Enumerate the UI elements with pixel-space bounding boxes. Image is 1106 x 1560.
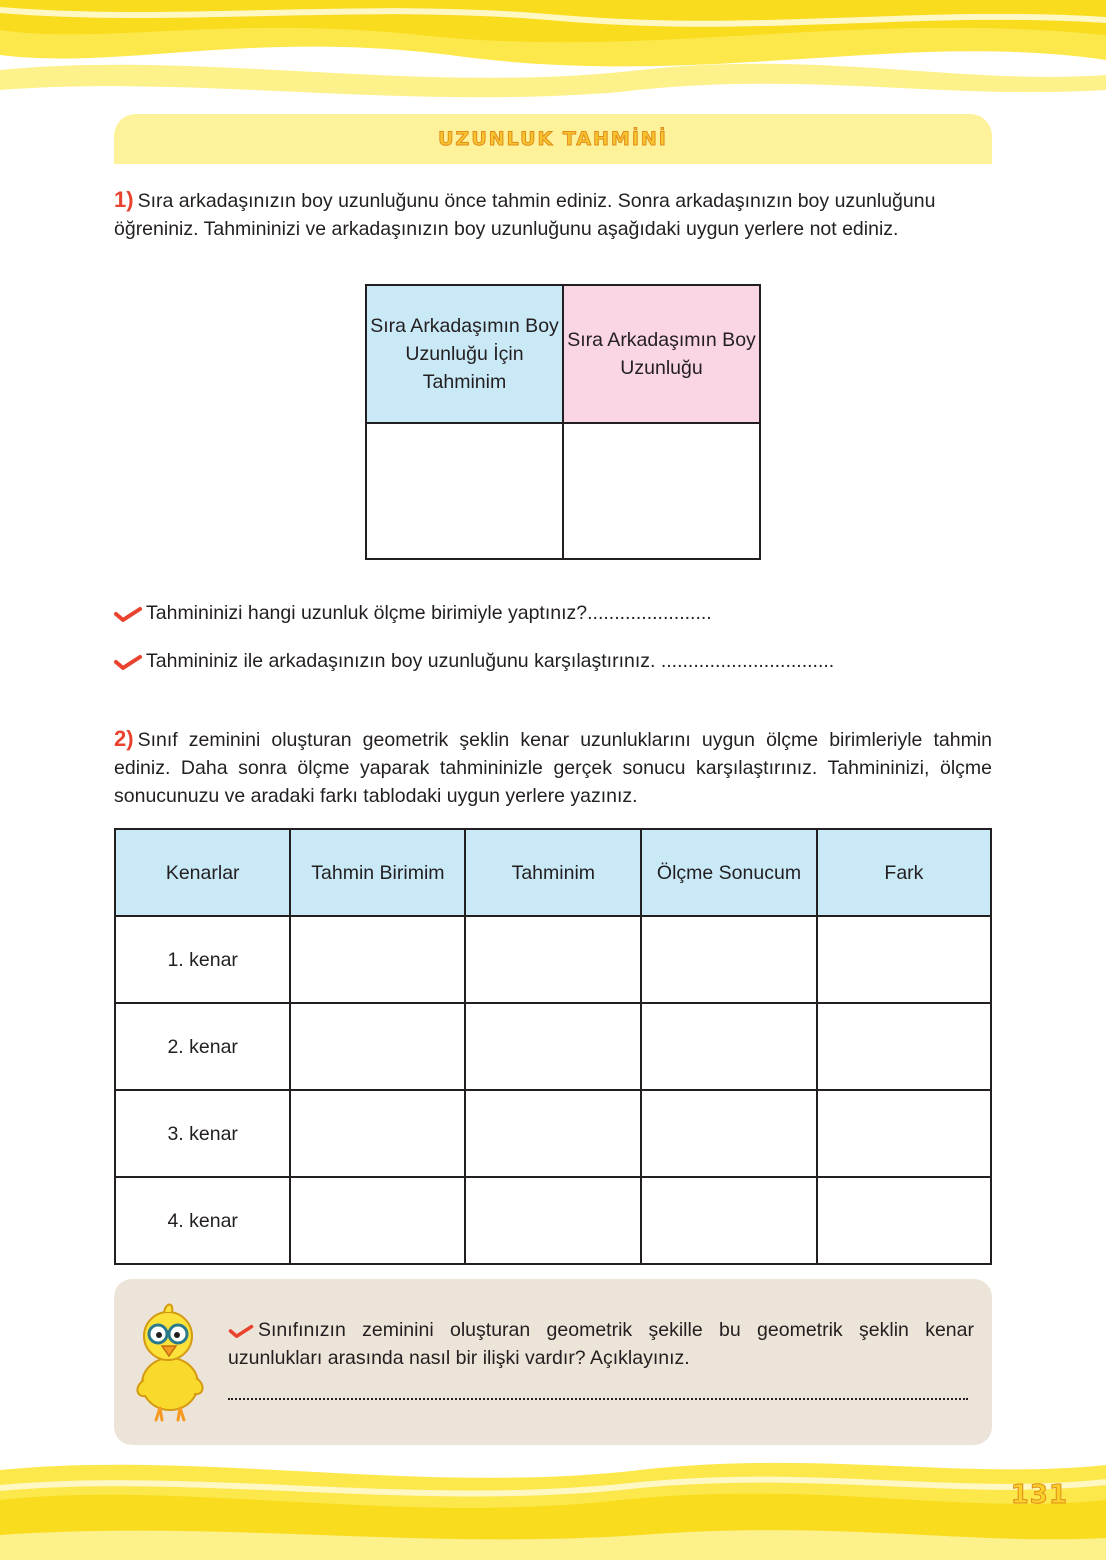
answer-cell[interactable]	[465, 1177, 641, 1264]
answer-cell[interactable]	[641, 1177, 817, 1264]
answer-cell[interactable]	[817, 1003, 991, 1090]
row-label: 2. kenar	[115, 1003, 290, 1090]
question-2-text: Sınıf zeminini oluşturan geometrik şeklin kenar uzunluklarını uygun ölçme birimleriyle tahmin ediniz. Daha sonra ölçme yaparak tahmininizle gerçek sonucu karşılaştırınız. Tahmininizi, ölçme sonucunuzu ve aradaki farkı tablodaki uygun yerlere yazınız.	[114, 729, 992, 807]
reflection-question-text: Sınıfınızın zeminini oluşturan geometrik şekille bu geometrik şeklin kenar uzunlukları arasında nasıl bir ilişki vardır? Açıklayınız.	[228, 1319, 974, 1369]
estimate-header-cell: Sıra Arkadaşımın Boy Uzunluğu İçin Tahminim	[366, 285, 563, 423]
col-header-tahmin-birimim: Tahmin Birimim	[290, 829, 465, 916]
side-measurement-table	[114, 828, 992, 1265]
answer-cell[interactable]	[290, 1177, 465, 1264]
col-header-fark: Fark	[817, 829, 991, 916]
table-row	[115, 1090, 991, 1177]
answer-cell[interactable]	[641, 1090, 817, 1177]
top-wave-decoration	[0, 0, 1106, 110]
col-header-olcme-sonucum: Ölçme Sonucum	[641, 829, 817, 916]
answer-cell[interactable]	[817, 1090, 991, 1177]
answer-cell[interactable]	[290, 1003, 465, 1090]
page-number: 131	[1010, 1480, 1068, 1510]
check-question-compare-text: Tahmininiz ile arkadaşınızın boy uzunluğunu karşılaştırınız. ................................	[146, 650, 835, 672]
table-row	[115, 916, 991, 1003]
answer-cell[interactable]	[290, 916, 465, 1003]
title-banner	[114, 114, 992, 164]
question-2	[114, 725, 992, 810]
answer-cell[interactable]	[641, 1003, 817, 1090]
checkmark-icon	[114, 606, 142, 622]
col-header-tahminim: Tahminim	[465, 829, 641, 916]
checkmark-icon	[228, 1324, 254, 1338]
check-question-compare	[114, 650, 834, 673]
reflection-question	[228, 1316, 974, 1372]
check-question-unit	[114, 602, 712, 625]
question-2-number: 2)	[114, 726, 134, 751]
answer-cell[interactable]	[817, 1177, 991, 1264]
actual-height-header-cell: Sıra Arkadaşımın Boy Uzunluğu	[563, 285, 760, 423]
answer-cell[interactable]	[817, 916, 991, 1003]
question-1-text: Sıra arkadaşınızın boy uzunluğunu önce tahmin ediniz. Sonra arkadaşınızın boy uzunluğunu öğreniniz. Tahmininizi ve arkadaşınızın boy uzunluğunu aşağıdaki uygun yerlere not ediniz.	[114, 190, 936, 240]
table-row	[115, 1177, 991, 1264]
answer-cell[interactable]	[465, 1090, 641, 1177]
answer-cell[interactable]	[641, 916, 817, 1003]
question-1	[114, 186, 992, 243]
question-1-number: 1)	[114, 187, 134, 212]
answer-cell[interactable]	[290, 1090, 465, 1177]
table-row	[115, 1003, 991, 1090]
check-question-unit-text: Tahmininizi hangi uzunluk ölçme birimiyle yaptınız?.......................	[146, 602, 712, 624]
row-label: 4. kenar	[115, 1177, 290, 1264]
row-label: 1. kenar	[115, 916, 290, 1003]
col-header-kenarlar: Kenarlar	[115, 829, 290, 916]
chick-mascot-icon	[126, 1300, 210, 1424]
answer-cell[interactable]	[465, 916, 641, 1003]
height-estimate-table	[365, 284, 761, 560]
page-title: UZUNLUK TAHMİNİ	[438, 128, 668, 150]
bottom-wave-decoration	[0, 1440, 1106, 1560]
answer-dotted-line[interactable]	[228, 1398, 968, 1400]
checkmark-icon	[114, 654, 142, 670]
actual-height-answer-cell[interactable]	[563, 423, 760, 559]
row-label: 3. kenar	[115, 1090, 290, 1177]
answer-cell[interactable]	[465, 1003, 641, 1090]
estimate-answer-cell[interactable]	[366, 423, 563, 559]
